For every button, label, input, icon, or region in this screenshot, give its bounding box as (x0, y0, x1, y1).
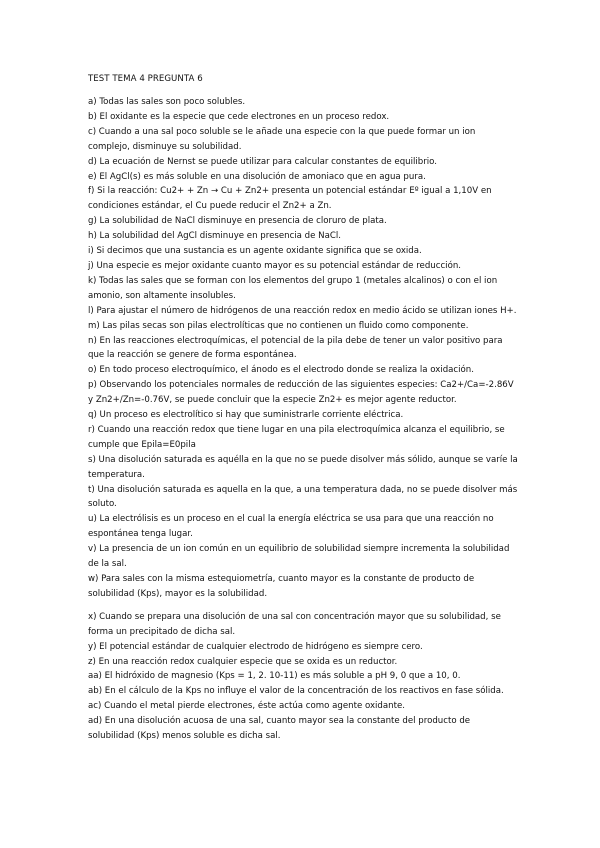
statement-a: a) Todas las sales son poco solubles. (88, 97, 246, 107)
document-title: TEST TEMA 4 PREGUNTA 6 (88, 74, 203, 84)
statement-t: t) Una disolución saturada es aquella en la que, a una temperatura dada, no se puede disolver más soluto. (88, 484, 518, 510)
statement-ac: ac) Cuando el metal pierde electrones, éste actúa como agente oxidante. (88, 701, 405, 712)
statement-m: m) Las pilas secas son pilas electrolíticas que no contienen un fluido como componente. (88, 320, 469, 331)
statement-x: x) Cuando se prepara una disolución de una sal con concentración mayor que su solubilidad, se forma un precipitado de dicha sal. (88, 611, 501, 637)
statement-ad: ad) En una disolución acuosa de una sal, cuanto mayor sea la constante del producto de solubilidad (Kps) menos soluble es dicha sal. (88, 716, 471, 742)
statement-j: j) Una especie es mejor oxidante cuanto mayor es su potencial estándar de reducción. (88, 260, 462, 271)
statement-f: f) Si la reacción: Cu2+ + Zn → Cu + Zn2+ presenta un potencial estándar Eº igual a 1,10V en condiciones estándar, el Cu puede reducir el Zn2+ a Zn. (88, 186, 492, 212)
statement-h: h) La solubilidad del AgCl disminuye en presencia de NaCl. (88, 231, 341, 242)
statement-ab: ab) En el cálculo de la Kps no influye el valor de la concentración de los reactivos en fase sólida. (88, 686, 504, 697)
statement-e: e) El AgCl(s) es más soluble en una disolución de amoniaco que en agua pura. (88, 171, 426, 182)
statement-k: k) Todas las sales que se forman con los elementos del grupo 1 (metales alcalinos) o con el ion amonio, son altamente insolubles. (88, 275, 498, 301)
statement-s: s) Una disolución saturada es aquélla en la que no se puede disolver más sólido, aunque se varíe la temperatura. (88, 454, 518, 480)
statement-o: o) En todo proceso electroquímico, el ánodo es el electrodo donde se realiza la oxidación. (88, 365, 474, 376)
statement-list (88, 95, 518, 744)
statement-l: l) Para ajustar el número de hidrógenos de una reacción redox en medio ácido se utilizan iones H+. (88, 305, 517, 316)
statement-c: c) Cuando a una sal poco soluble se le añade una especie con la que puede formar un ion complejo, disminuye su solubilidad. (88, 126, 476, 152)
statement-i: i) Si decimos que una sustancia es un agente oxidante significa que se oxida. (88, 246, 422, 257)
statement-g: g) La solubilidad de NaCl disminuye en presencia de cloruro de plata. (88, 216, 387, 227)
statement-v: v) La presencia de un ion común en un equilibrio de solubilidad siempre incrementa la solubilidad de la sal. (88, 544, 510, 570)
statement-u: u) La electrólisis es un proceso en el cual la energía eléctrica se usa para que una reacción no espontánea tenga lugar. (88, 514, 494, 540)
statement-w: w) Para sales con la misma estequiometría, cuanto mayor es la constante de producto de solubilidad (Kps), mayor es la solubilidad. (88, 574, 475, 599)
statement-r: r) Cuando una reacción redox que tiene lugar en una pila electroquímica alcanza el equilibrio, se cumple que Epila=E0pila (88, 424, 505, 450)
statement-z: z) En una reacción redox cualquier especie que se oxida es un reductor. (88, 656, 398, 667)
statement-d: d) La ecuación de Nernst se puede utilizar para calcular constantes de equilibrio. (88, 156, 437, 167)
statement-y: y) El potencial estándar de cualquier electrodo de hidrógeno es siempre cero. (88, 641, 423, 652)
statement-p: p) Observando los potenciales normales de reducción de las siguientes especies: Ca2+/Ca=-2.86V y Zn2+/Zn=-0.76V, se puede concluir que la especie Zn2+ es mejor agente reductor. (88, 380, 514, 406)
statement-n: n) En las reacciones electroquímicas, el potencial de la pila debe de tener un valor positivo para que la reacción se genere de forma espontánea. (88, 335, 503, 361)
statement-q: q) Un proceso es electrolítico si hay que suministrarle corriente eléctrica. (88, 410, 404, 421)
statement-b: b) El oxidante es la especie que cede electrones en un proceso redox. (88, 111, 390, 122)
statement-aa: aa) El hidróxido de magnesio (Kps = 1, 2. 10-11) es más soluble a pH 9, 0 que a 10, 0. (88, 671, 461, 682)
